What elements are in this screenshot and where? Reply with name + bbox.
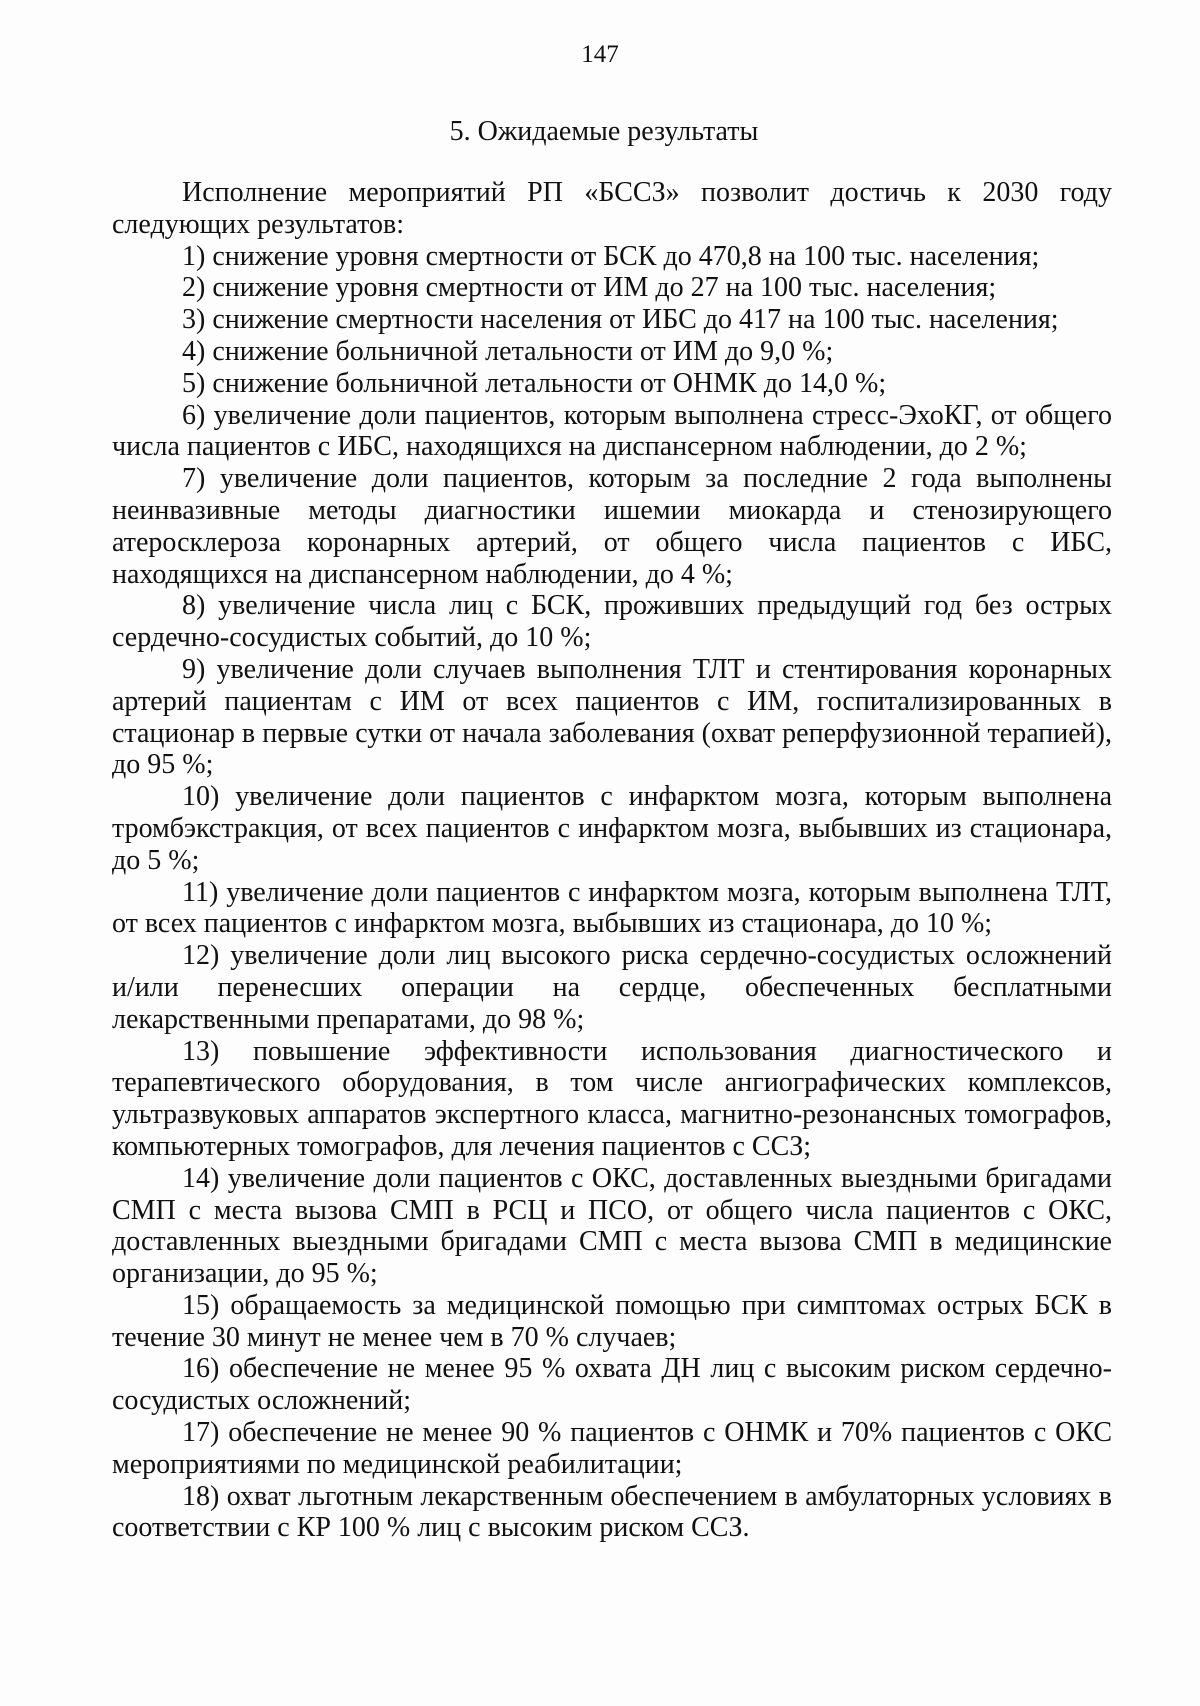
item-number: 18) (182, 1480, 220, 1512)
item-number: 15) (182, 1289, 220, 1321)
item-number: 12) (182, 940, 220, 972)
item-number: 10) (182, 781, 220, 813)
list-item (112, 1481, 1112, 1545)
list-item (112, 304, 1112, 336)
list-item (112, 940, 1112, 1035)
item-text: увеличение доли пациентов с ОКС, доставленных выездными бригадами СМП с места вызова СМП в РСЦ и ПСО, от общего числа пациентов с ОКС, доставленных выездными бригадами СМП с места вызова СМП в медицинские организации, до 95 %; (112, 1162, 1113, 1290)
item-number: 3) (182, 304, 206, 336)
item-text: снижение больничной летальности от ОНМК до 14,0 %; (212, 367, 887, 399)
list-item (112, 1163, 1112, 1290)
intro-paragraph: Исполнение мероприятий РП «БССЗ» позволит достичь к 2030 году следующих результатов: (112, 177, 1112, 240)
item-number: 13) (182, 1035, 220, 1067)
item-number: 8) (182, 590, 206, 622)
page-number: 147 (581, 41, 619, 68)
list-item (112, 400, 1112, 464)
item-text: увеличение доли пациентов, которым выполнена стресс-ЭхоКГ, от общего числа пациентов с ИБС, находящихся на диспансерном наблюдении, до 2 %; (112, 399, 1112, 463)
list-item (112, 463, 1112, 590)
item-number: 6) (182, 399, 206, 431)
list-item (112, 241, 1112, 273)
item-text: снижение больничной летальности от ИМ до 9,0 %; (212, 335, 834, 367)
item-text: снижение уровня смертности от БСК до 470,8 на 100 тыс. населения; (212, 240, 1040, 272)
document-body (112, 177, 1112, 1544)
section-title: 5. Ожидаемые результаты (449, 116, 759, 147)
item-number: 1) (182, 240, 206, 272)
list-item (112, 336, 1112, 368)
item-text: увеличение числа лиц с БСК, проживших предыдущий год без острых сердечно-сосудистых событий, до 10 %; (112, 590, 1112, 654)
item-number: 14) (182, 1162, 220, 1194)
item-text: увеличение доли случаев выполнения ТЛТ и стентирования коронарных артерий пациентам с ИМ от всех пациентов с ИМ, госпитализированных в стационар в первые сутки от начала заболевания (охват реперфузионной терапией), до 95 %; (112, 653, 1112, 781)
list-item (112, 654, 1112, 781)
item-number: 2) (182, 272, 206, 304)
item-text: повышение эффективности использования диагностического и терапевтического оборудования, в том числе ангиографических комплексов, ультразвуковых аппаратов экспертного класса, магнитно-резонансных томографов, компьютерных томографов, для лечения пациентов с ССЗ; (112, 1035, 1113, 1162)
item-text: снижение уровня смертности от ИМ до 27 на 100 тыс. населения; (212, 272, 997, 304)
item-text: охват льготным лекарственным обеспечением в амбулаторных условиях в соответствии с КР 100 % лиц с высоким риском ССЗ. (112, 1480, 1112, 1544)
item-text: увеличение доли пациентов с инфарктом мозга, которым выполнена ТЛТ, от всех пациентов с инфарктом мозга, выбывших из стационара, до 10 %; (112, 876, 1113, 940)
item-number: 9) (182, 653, 206, 685)
list-item (112, 1417, 1112, 1481)
item-number: 7) (182, 463, 206, 495)
list-item (112, 272, 1112, 304)
list-item (112, 877, 1112, 941)
list-item (112, 1290, 1112, 1354)
item-text: увеличение доли пациентов, которым за последние 2 года выполнены неинвазивные методы диагностики ишемии миокарда и стенозирующего атеросклероза коронарных артерий, от общего числа пациентов с ИБС, находящихся на диспансерном наблюдении, до 4 %; (112, 463, 1112, 590)
list-item (112, 1353, 1112, 1417)
item-number: 11) (182, 876, 219, 908)
list-item (112, 368, 1112, 400)
item-number: 4) (182, 335, 206, 367)
item-number: 5) (182, 367, 206, 399)
item-text: обеспечение не менее 90 % пациентов с ОНМК и 70% пациентов с ОКС мероприятиями по медицинской реабилитации; (112, 1417, 1113, 1480)
item-text: обеспечение не менее 95 % охвата ДН лиц с высоким риском сердечно-сосудистых осложнений; (112, 1353, 1112, 1417)
list-item (112, 590, 1112, 654)
item-number: 17) (182, 1417, 220, 1449)
list-item (112, 781, 1112, 876)
item-text: обращаемость за медицинской помощью при симптомах острых БСК в течение 30 минут не менее чем в 70 % случаев; (112, 1289, 1113, 1353)
item-text: увеличение доли лиц высокого риска сердечно-сосудистых осложнений и/или перенесших операции на сердце, обеспеченных бесплатными лекарственными препаратами, до 98 %; (112, 940, 1112, 1035)
item-text: увеличение доли пациентов с инфарктом мозга, которым выполнена тромбэкстракция, от всех пациентов с инфарктом мозга, выбывших из стационара, до 5 %; (112, 781, 1112, 876)
item-text: снижение смертности населения от ИБС до 417 на 100 тыс. населения; (212, 304, 1059, 336)
item-number: 16) (182, 1353, 220, 1385)
list-item (112, 1036, 1112, 1163)
